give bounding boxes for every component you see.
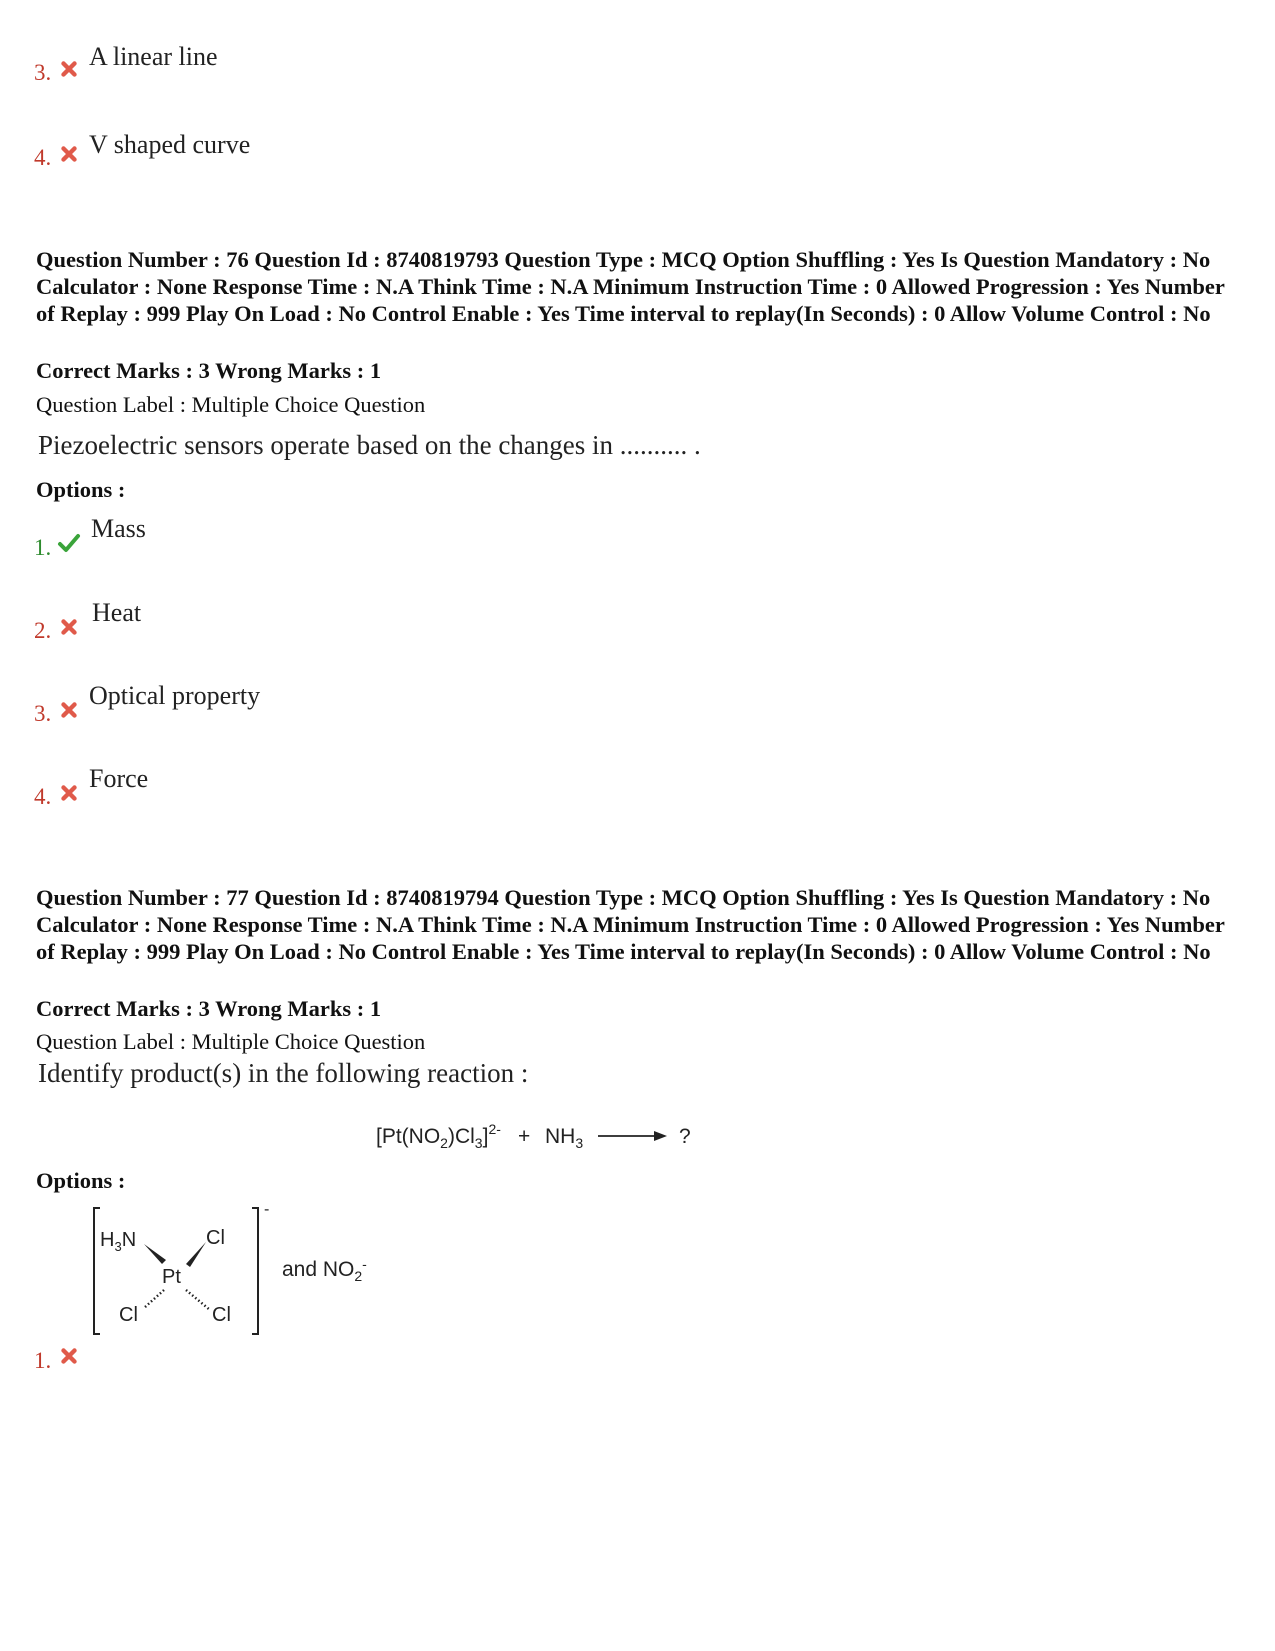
question-text: Piezoelectric sensors operate based on the changes in .......... . xyxy=(38,430,701,460)
wedge-bond-nh3 xyxy=(144,1244,166,1264)
wrong-cross-icon xyxy=(58,143,80,165)
option-text: Optical property xyxy=(89,681,261,710)
option-number: 4. xyxy=(34,784,52,809)
option-text: Force xyxy=(89,764,149,793)
option-number: 1. xyxy=(34,535,52,560)
options-heading: Options : xyxy=(36,1168,126,1193)
option-number: 1. xyxy=(34,1348,52,1373)
question-label: Question Label : Multiple Choice Question xyxy=(36,1029,426,1054)
chloride-bottom-right: Cl xyxy=(212,1304,231,1326)
reactant-ammonia: $NH_3$ xyxy=(545,1125,584,1151)
question-marks: Correct Marks : 3 Wrong Marks : 1 xyxy=(36,996,382,1021)
question-metadata: Question Number : 77 Question Id : 8740819794 Question Type : MCQ Option Shuffling : Yes Is Question Mandatory : No Calculator : None Response Time : N.A Think Time : N.A Minimum Instruction Time : 0 Allowed Progression : Yes Number of Replay : 999 Play On Load : No Control Enable : Yes Time interval to replay(In Seconds) : 0 Allow Volume Control : No xyxy=(36,885,1225,964)
wrong-cross-icon xyxy=(58,782,80,804)
hash-bond-cl-right xyxy=(186,1290,210,1310)
question-marks: Correct Marks : 3 Wrong Marks : 1 xyxy=(36,358,382,383)
platinum-center: Pt xyxy=(162,1266,181,1288)
reactant-complex: $[Pt(NO_2)Cl_3]^{2-}$ xyxy=(376,1121,501,1151)
complex-charge: - xyxy=(264,1201,270,1218)
option-text: Heat xyxy=(92,598,142,627)
wrong-cross-icon xyxy=(58,1345,80,1367)
product-unknown: ? xyxy=(679,1125,691,1148)
wrong-cross-icon xyxy=(58,699,80,721)
hash-bond-cl-left xyxy=(144,1290,164,1308)
options-heading: Options : xyxy=(36,477,126,502)
option-number: 2. xyxy=(34,618,52,643)
option-text: Mass xyxy=(91,514,146,543)
option-text: V shaped curve xyxy=(89,130,251,159)
byproduct-nitrite: and $NO_2^-$ xyxy=(282,1256,367,1284)
reaction-equation xyxy=(370,1115,710,1159)
option-number: 4. xyxy=(34,145,52,170)
chloride-bottom-left: Cl xyxy=(119,1304,138,1326)
option-1-structure xyxy=(86,1200,386,1345)
option-number: 3. xyxy=(34,701,52,726)
ammine-ligand: $H_3N$ xyxy=(100,1229,137,1254)
wrong-cross-icon xyxy=(58,58,80,80)
chloride-top: Cl xyxy=(206,1227,225,1249)
option-text: A linear line xyxy=(89,42,218,71)
question-metadata: Question Number : 76 Question Id : 8740819793 Question Type : MCQ Option Shuffling : Yes Is Question Mandatory : No Calculator : None Response Time : N.A Think Time : N.A Minimum Instruction Time : 0 Allowed Progression : Yes Number of Replay : 999 Play On Load : No Control Enable : Yes Time interval to replay(In Seconds) : 0 Allow Volume Control : No xyxy=(36,247,1225,326)
right-bracket xyxy=(252,1208,258,1334)
question-label: Question Label : Multiple Choice Question xyxy=(36,392,426,417)
reaction-arrowhead xyxy=(654,1131,667,1141)
correct-check-icon xyxy=(57,532,81,554)
left-bracket xyxy=(94,1208,100,1334)
wedge-bond-cl-top xyxy=(186,1242,206,1267)
wrong-cross-icon xyxy=(58,616,80,638)
plus-sign: + xyxy=(518,1125,531,1148)
option-number: 3. xyxy=(34,60,52,85)
question-text: Identify product(s) in the following reaction : xyxy=(38,1058,529,1088)
